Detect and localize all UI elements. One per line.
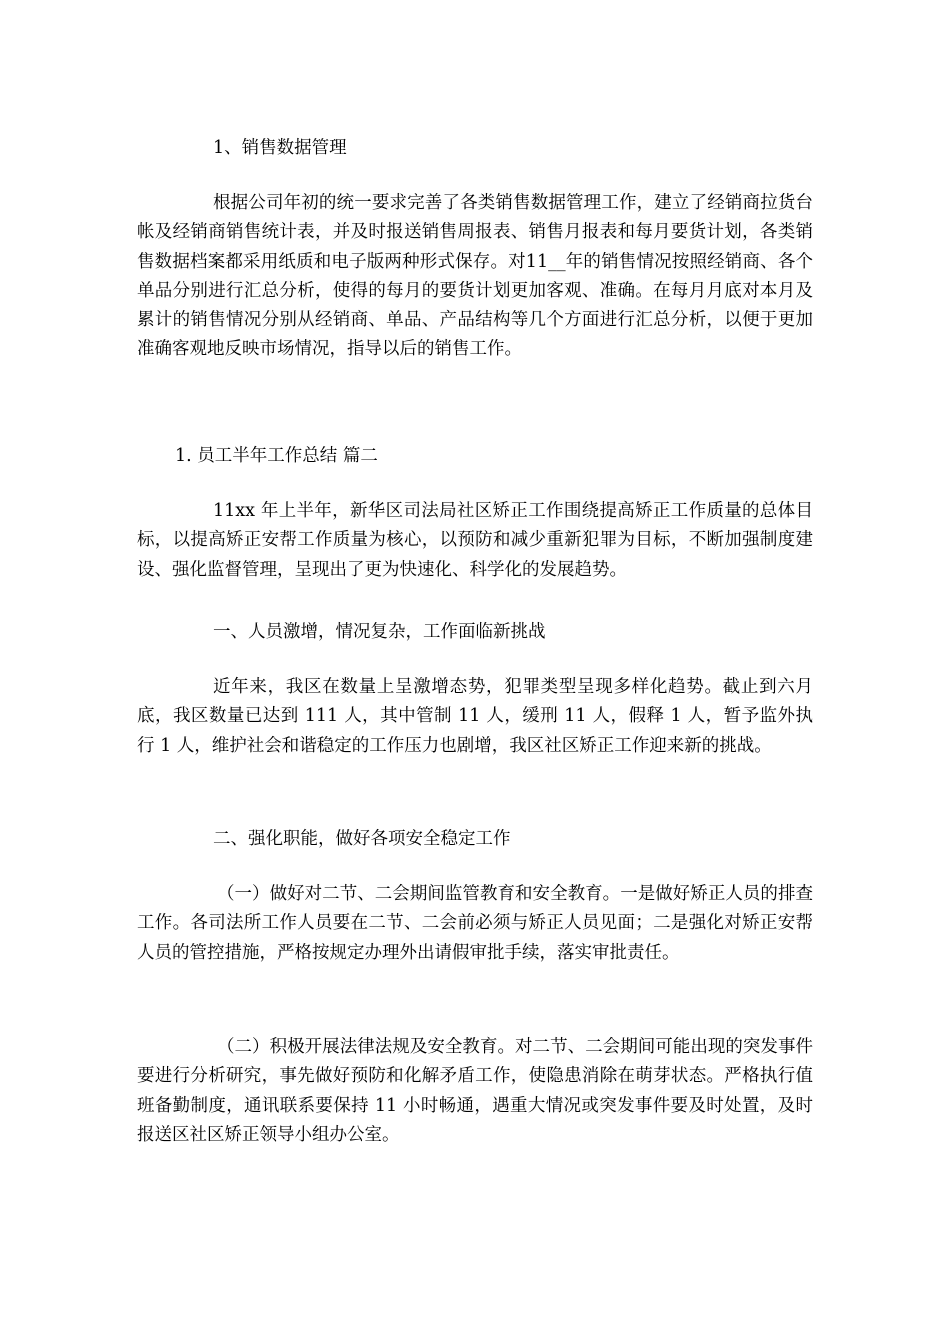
section-2-intro: 11xx 年上半年，新华区司法局社区矫正工作围绕提高矫正工作质量的总体目标，以提高矫正安帮工作质量为核心，以预防和减少重新犯罪为目标，不断加强制度建设、强化监督管理，呈现出了更为快速化、科学化的发展趋势。 [137, 501, 813, 580]
section-1-heading: 1、销售数据管理 [213, 138, 347, 158]
part-2-heading: 二、强化职能，做好各项安全稳定工作 [213, 829, 511, 849]
part-2-item-1: （一）做好对二节、二会期间监管教育和安全教育。一是做好矫正人员的排查工作。各司法所工作人员要在二节、二会前必须与矫正人员见面；二是强化对矫正安帮人员的管控措施，严格按规定办理外出请假审批手续，落实审批责任。 [137, 884, 813, 963]
part-1-body: 近年来，我区在数量上呈激增态势，犯罪类型呈现多样化趋势。截止到六月底，我区数量已达到 111 人，其中管制 11 人，缓刑 11 人，假释 1 人，暂予监外执行 1 人，维护社会和谐稳定的工作压力也剧增，我区社区矫正工作迎来新的挑战。 [137, 677, 813, 756]
part-1-heading: 一、人员激增，情况复杂，工作面临新挑战 [213, 622, 546, 642]
section-2-heading: 1. 员工半年工作总结 篇二 [175, 446, 378, 466]
part-2-item-2: （二）积极开展法律法规及安全教育。对二节、二会期间可能出现的突发事件要进行分析研究，事先做好预防和化解矛盾工作，使隐患消除在萌芽状态。严格执行值班备勤制度，通讯联系要保持 11 小时畅通，遇重大情况或突发事件要及时处置，及时报送区社区矫正领导小组办公室。 [137, 1037, 813, 1145]
section-1-body: 根据公司年初的统一要求完善了各类销售数据管理工作，建立了经销商拉货台帐及经销商销售统计表，并及时报送销售周报表、销售月报表和每月要货计划，各类销售数据档案都采用纸质和电子版两种形式保存。对11__年的销售情况按照经销商、各个单品分别进行汇总分析，使得的每月的要货计划更加客观、准确。在每月月底对本月及累计的销售情况分别从经销商、单品、产品结构等几个方面进行汇总分析，以便于更加准确客观地反映市场情况，指导以后的销售工作。 [137, 193, 813, 360]
